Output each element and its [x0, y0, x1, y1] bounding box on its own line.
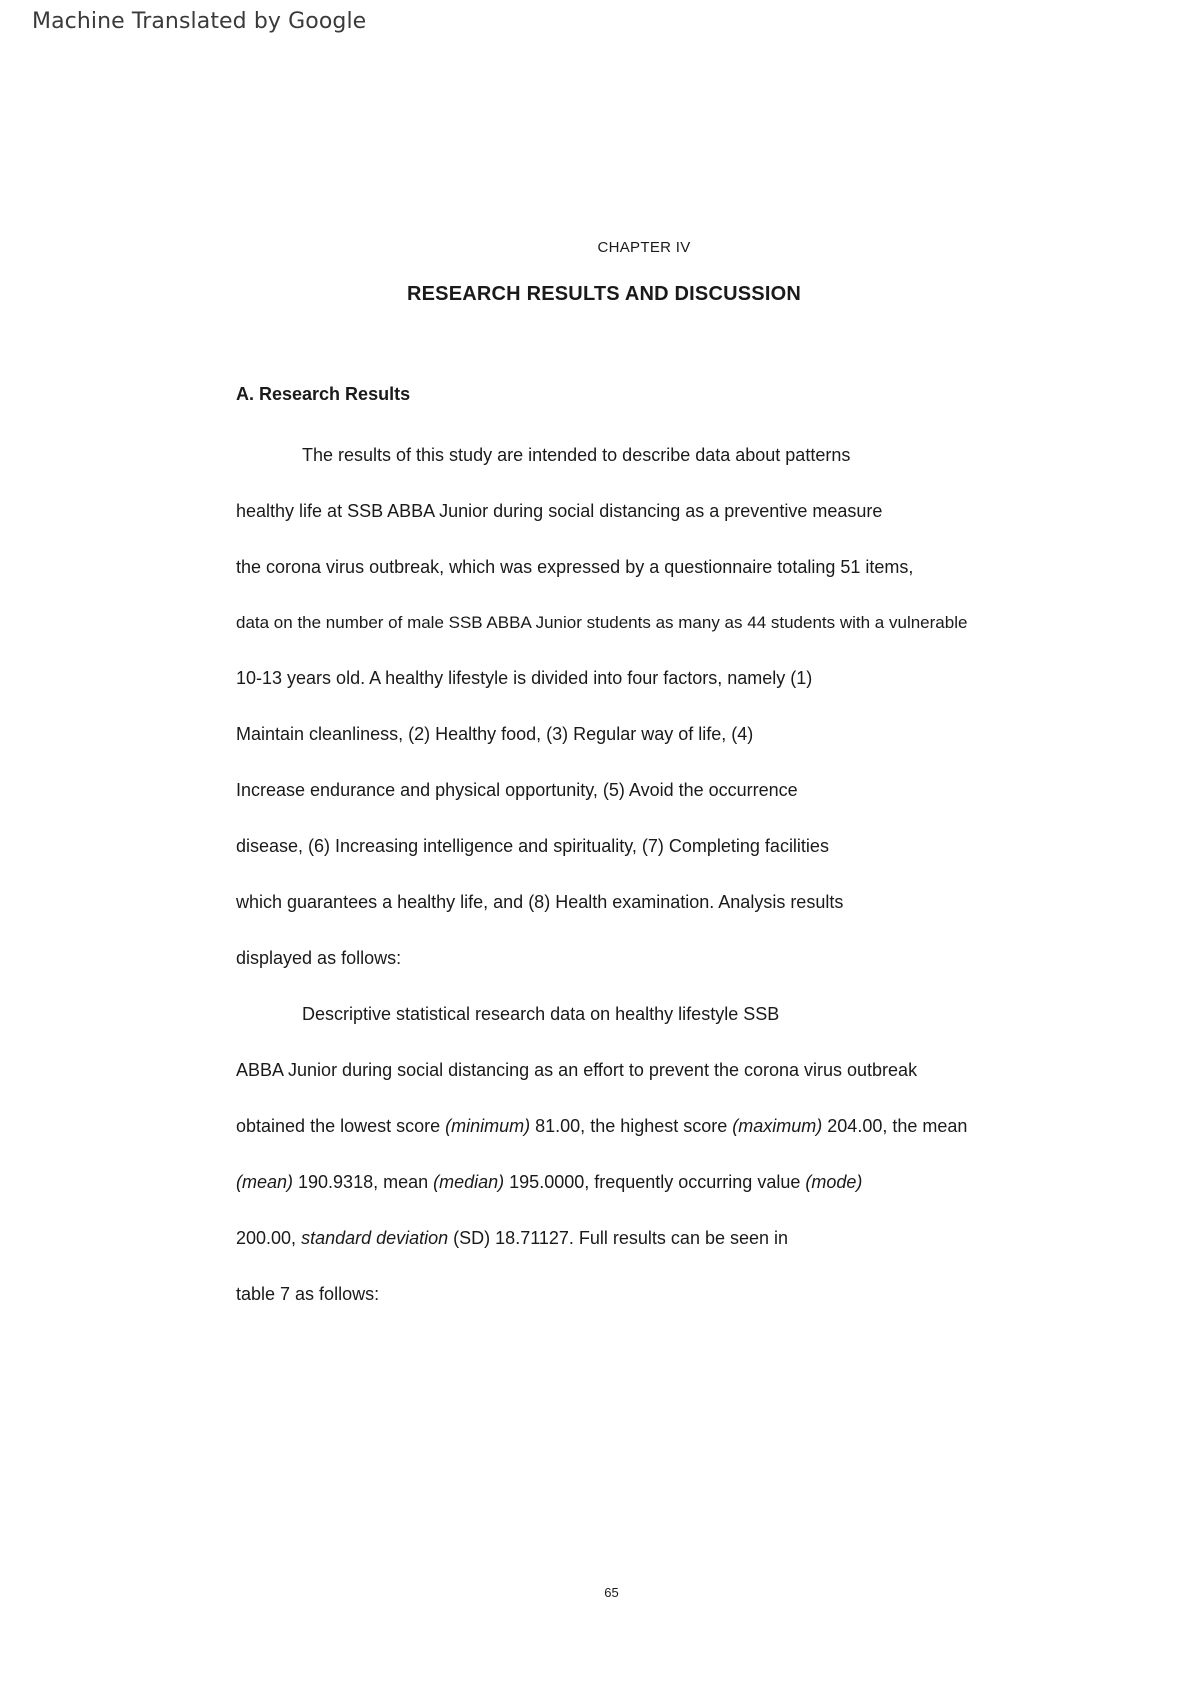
paragraph-line: Increase endurance and physical opportunity, (5) Avoid the occurrence [236, 780, 798, 800]
page-number: 65 [604, 1585, 619, 1600]
paragraph-line: the corona virus outbreak, which was expressed by a questionnaire totaling 51 items, [236, 557, 914, 577]
paragraph-line: healthy life at SSB ABBA Junior during social distancing as a preventive measure [236, 501, 883, 521]
paragraph-line: Descriptive statistical research data on healthy lifestyle SSB [302, 1004, 780, 1024]
text-run: (SD) 18.71127. Full results can be seen in [448, 1228, 789, 1248]
paragraph-line [236, 1172, 862, 1194]
section-heading: A. Research Results [236, 384, 411, 404]
chapter-title: RESEARCH RESULTS AND DISCUSSION [406, 283, 801, 305]
paragraph-line: which guarantees a healthy life, and (8) Health examination. Analysis results [236, 892, 844, 912]
term-standard-deviation: standard deviation [301, 1228, 449, 1248]
term-maximum: (maximum) [732, 1116, 823, 1136]
paragraph-line: table 7 as follows: [236, 1284, 380, 1304]
paragraph-line [236, 1116, 967, 1138]
paragraph-line: ABBA Junior during social distancing as an effort to prevent the corona virus outbreak [236, 1060, 918, 1080]
machine-translation-notice: Machine Translated by Google [32, 9, 367, 34]
term-median: (median) [433, 1172, 505, 1192]
text-run: 195.0000, frequently occurring value [504, 1172, 806, 1192]
term-mean: (mean) [236, 1172, 294, 1192]
text-run: 200.00, [236, 1228, 302, 1248]
text-run: 204.00, the mean [822, 1116, 968, 1136]
paragraph-line: 10-13 years old. A healthy lifestyle is divided into four factors, namely (1) [236, 668, 813, 688]
paragraph-line: data on the number of male SSB ABBA Junior students as many as 44 students with a vulnerable [236, 613, 968, 632]
term-minimum: (minimum) [445, 1116, 531, 1136]
paragraph-line: The results of this study are intended to describe data about patterns [302, 445, 851, 465]
paragraph-line: disease, (6) Increasing intelligence and spirituality, (7) Completing facilities [236, 836, 829, 856]
text-run: obtained the lowest score [236, 1116, 446, 1136]
text-run: 81.00, the highest score [530, 1116, 733, 1136]
text-run: 190.9318, mean [293, 1172, 434, 1192]
chapter-label: CHAPTER IV [597, 239, 691, 256]
paragraph-line: displayed as follows: [236, 948, 402, 968]
paragraph-line: Maintain cleanliness, (2) Healthy food, (3) Regular way of life, (4) [236, 724, 754, 744]
term-mode: (mode) [805, 1172, 863, 1192]
paragraph-line [236, 1228, 788, 1250]
